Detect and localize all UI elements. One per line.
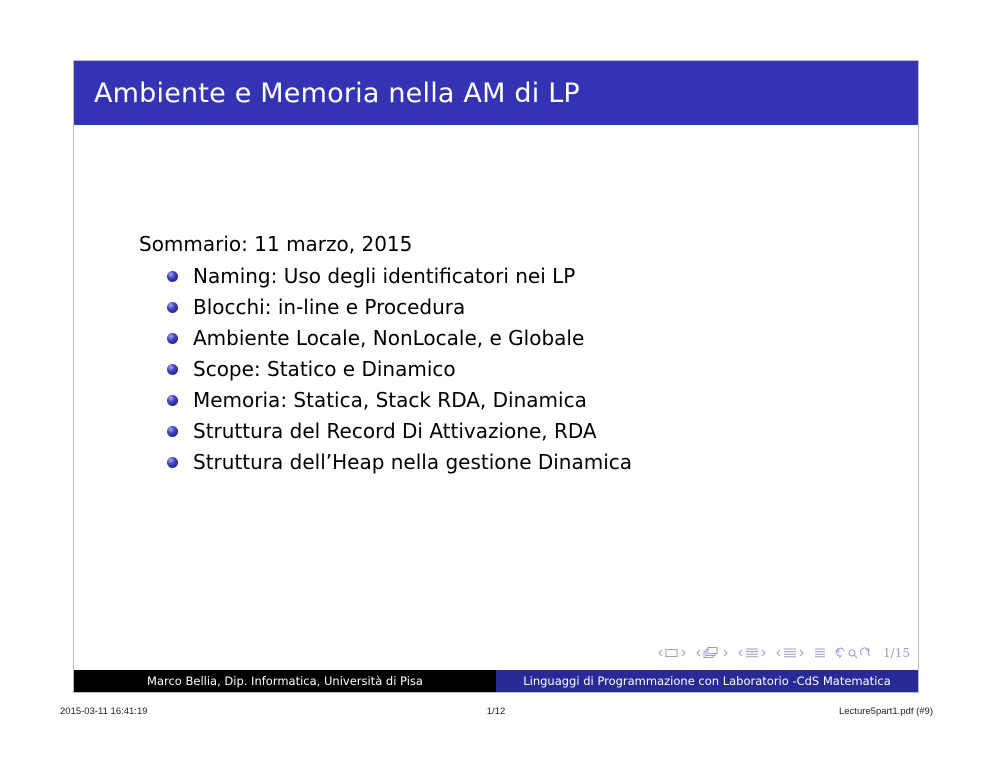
list-item [167,385,632,416]
bullet-list [139,261,632,478]
nav-subsection-icon[interactable] [695,647,729,659]
nav-search-icon[interactable] [835,647,871,659]
nav-frame-icon[interactable] [657,647,687,659]
list-item [167,354,632,385]
list-item [167,261,632,292]
ball-bullet-icon [167,271,178,282]
list-item [167,447,632,478]
list-item [167,416,632,447]
list-item-text: Naming: Uso degli identificatori nei LP [193,264,576,288]
nav-align-icon[interactable] [813,647,827,659]
print-filename: Lecture5part1.pdf (#9) [838,706,933,717]
list-item-text: Memoria: Statica, Stack RDA, Dinamica [193,388,587,412]
footer-author-text: Marco Bellia, Dip. Informatica, Università di Pisa [147,674,423,688]
print-datetime: 2015-03-11 16:41:19 [60,706,148,717]
list-item [167,323,632,354]
ball-bullet-icon [167,426,178,437]
ball-bullet-icon [167,302,178,313]
nav-presentation-icon[interactable] [775,647,805,659]
nav-section-icon[interactable] [737,647,767,659]
list-item-text: Ambiente Locale, NonLocale, e Globale [193,326,585,350]
slide-title: Ambiente e Memoria nella AM di LP [94,77,580,109]
beamer-navigation [657,646,910,660]
ball-bullet-icon [167,364,178,375]
list-item-text: Blocchi: in-line e Procedura [193,295,466,319]
ball-bullet-icon [167,395,178,406]
slide-content [139,231,632,478]
list-item-text: Struttura dell’Heap nella gestione Dinamica [193,450,633,474]
title-bar [74,61,918,125]
footer-course [496,670,918,692]
ball-bullet-icon [167,333,178,344]
summary-heading: Sommario: 11 marzo, 2015 [139,232,413,256]
ball-bullet-icon [167,457,178,468]
page-number: 1/15 [883,646,910,660]
list-item [167,292,632,323]
footer-course-text: Linguaggi di Programmazione con Laboratorio -CdS Matematica [523,674,891,688]
print-page: 1/12 [486,706,506,717]
footer-author [74,670,496,692]
list-item-text: Struttura del Record Di Attivazione, RDA [193,419,597,443]
slide-footer [74,670,918,692]
slide [73,60,919,693]
list-item-text: Scope: Statico e Dinamico [193,357,456,381]
